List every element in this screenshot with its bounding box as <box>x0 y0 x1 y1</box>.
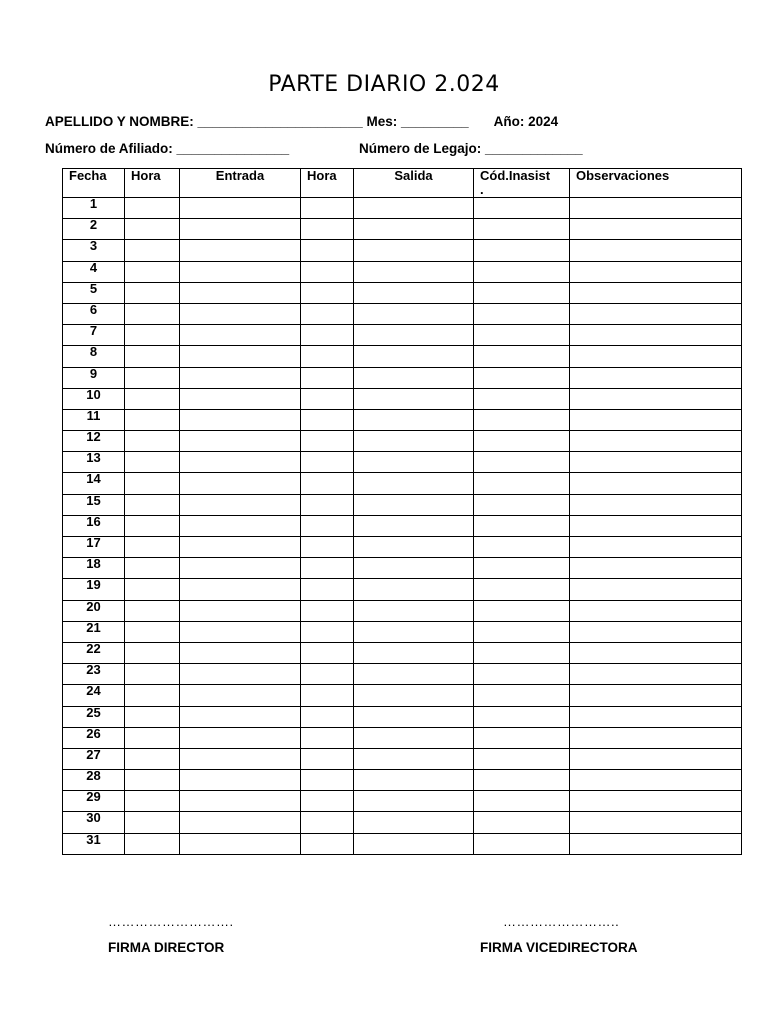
col-salida-cell[interactable] <box>354 431 474 452</box>
col-entrada-cell[interactable] <box>180 282 301 303</box>
col-salida-cell[interactable] <box>354 388 474 409</box>
col-salida-cell[interactable] <box>354 367 474 388</box>
col-cod-inasist-cell[interactable] <box>474 473 570 494</box>
col-hora-entrada-cell[interactable] <box>125 727 180 748</box>
col-observaciones-cell[interactable] <box>570 198 742 219</box>
col-cod-inasist-cell[interactable] <box>474 346 570 367</box>
col-hora-entrada-cell[interactable] <box>125 579 180 600</box>
col-entrada-cell[interactable] <box>180 515 301 536</box>
col-entrada-cell[interactable] <box>180 494 301 515</box>
col-hora-entrada-cell[interactable] <box>125 685 180 706</box>
col-hora-entrada-cell[interactable] <box>125 367 180 388</box>
col-salida-cell[interactable] <box>354 494 474 515</box>
col-salida-cell[interactable] <box>354 833 474 854</box>
col-salida-cell[interactable] <box>354 303 474 324</box>
col-cod-inasist-cell[interactable] <box>474 282 570 303</box>
col-observaciones-cell[interactable] <box>570 452 742 473</box>
col-observaciones-cell[interactable] <box>570 473 742 494</box>
table-row <box>63 303 742 324</box>
table-row <box>63 748 742 769</box>
col-observaciones-cell[interactable] <box>570 282 742 303</box>
col-cod-inasist-cell[interactable] <box>474 388 570 409</box>
mes-label: Mes: <box>366 114 398 129</box>
col-cod-inasist-header: Cód.Inasist . <box>474 169 570 198</box>
col-salida-cell[interactable] <box>354 579 474 600</box>
col-hora-entrada-cell[interactable] <box>125 198 180 219</box>
col-hora-entrada-cell[interactable] <box>125 642 180 663</box>
row-day-number: 16 <box>63 515 125 536</box>
table-body <box>63 198 742 855</box>
table-row <box>63 388 742 409</box>
col-hora-entrada-cell[interactable] <box>125 537 180 558</box>
col-salida-cell[interactable] <box>354 621 474 642</box>
col-hora-entrada-cell[interactable] <box>125 388 180 409</box>
col-entrada-cell[interactable] <box>180 452 301 473</box>
col-salida-cell[interactable] <box>354 558 474 579</box>
col-salida-cell[interactable] <box>354 706 474 727</box>
afiliado-blank[interactable]: _______________ <box>176 141 290 156</box>
anio-label: Año: 2024 <box>493 114 559 129</box>
col-hora-salida-cell[interactable] <box>301 346 354 367</box>
legajo-line <box>359 141 583 156</box>
row-day-number: 1 <box>63 198 125 219</box>
row-day-number: 30 <box>63 812 125 833</box>
row-day-number: 22 <box>63 642 125 663</box>
col-salida-cell[interactable] <box>354 282 474 303</box>
col-observaciones-cell[interactable] <box>570 409 742 430</box>
col-cod-inasist-cell[interactable] <box>474 303 570 324</box>
col-salida-cell[interactable] <box>354 219 474 240</box>
col-observaciones-cell[interactable] <box>570 706 742 727</box>
col-entrada-cell[interactable] <box>180 770 301 791</box>
col-hora-salida-cell[interactable] <box>301 706 354 727</box>
col-cod-inasist-cell[interactable] <box>474 240 570 261</box>
col-hora-salida-cell[interactable] <box>301 748 354 769</box>
col-hora-salida-cell[interactable] <box>301 198 354 219</box>
col-hora-salida-cell[interactable] <box>301 367 354 388</box>
col-salida-cell[interactable] <box>354 791 474 812</box>
col-cod-inasist-cell[interactable] <box>474 791 570 812</box>
col-salida-cell[interactable] <box>354 261 474 282</box>
col-entrada-cell[interactable] <box>180 409 301 430</box>
col-cod-inasist-cell[interactable] <box>474 558 570 579</box>
col-entrada-cell[interactable] <box>180 791 301 812</box>
table-row <box>63 558 742 579</box>
col-entrada-cell[interactable] <box>180 198 301 219</box>
col-hora-salida-cell[interactable] <box>301 664 354 685</box>
row-day-number: 25 <box>63 706 125 727</box>
col-hora-salida-cell[interactable] <box>301 727 354 748</box>
col-observaciones-cell[interactable] <box>570 367 742 388</box>
col-hora-entrada-cell[interactable] <box>125 325 180 346</box>
table-row <box>63 706 742 727</box>
table-row <box>63 642 742 663</box>
col-hora-salida-cell[interactable] <box>301 452 354 473</box>
col-hora-entrada-cell[interactable] <box>125 600 180 621</box>
col-cod-inasist-cell[interactable] <box>474 515 570 536</box>
col-cod-inasist-cell[interactable] <box>474 600 570 621</box>
name-month-year-line <box>45 114 558 129</box>
col-entrada-cell[interactable] <box>180 431 301 452</box>
table-row <box>63 409 742 430</box>
col-cod-inasist-cell[interactable] <box>474 409 570 430</box>
table-row <box>63 791 742 812</box>
row-day-number: 21 <box>63 621 125 642</box>
row-day-number: 6 <box>63 303 125 324</box>
col-observaciones-cell[interactable] <box>570 388 742 409</box>
col-salida-cell[interactable] <box>354 600 474 621</box>
table-row <box>63 282 742 303</box>
signature-line-vicedirectora: …………………….. <box>503 914 620 929</box>
table-row <box>63 219 742 240</box>
col-hora-entrada-cell[interactable] <box>125 409 180 430</box>
col-hora-entrada-cell[interactable] <box>125 452 180 473</box>
col-entrada-cell[interactable] <box>180 388 301 409</box>
col-observaciones-cell[interactable] <box>570 579 742 600</box>
table-row <box>63 515 742 536</box>
afiliado-line <box>45 141 289 156</box>
col-entrada-cell[interactable] <box>180 748 301 769</box>
legajo-label: Número de Legajo: <box>359 141 482 156</box>
col-hora-salida-cell[interactable] <box>301 325 354 346</box>
col-observaciones-cell[interactable] <box>570 240 742 261</box>
col-hora-entrada-cell[interactable] <box>125 473 180 494</box>
table-row <box>63 261 742 282</box>
col-hora-entrada-cell[interactable] <box>125 833 180 854</box>
col-cod-inasist-cell[interactable] <box>474 685 570 706</box>
col-observaciones-cell[interactable] <box>570 791 742 812</box>
col-hora-entrada-cell[interactable] <box>125 791 180 812</box>
row-day-number: 29 <box>63 791 125 812</box>
col-observaciones-cell[interactable] <box>570 685 742 706</box>
col-observaciones-cell[interactable] <box>570 431 742 452</box>
col-cod-inasist-cell[interactable] <box>474 621 570 642</box>
col-entrada-cell[interactable] <box>180 579 301 600</box>
col-cod-inasist-cell[interactable] <box>474 367 570 388</box>
col-entrada-cell[interactable] <box>180 240 301 261</box>
col-entrada-cell[interactable] <box>180 664 301 685</box>
table-row <box>63 346 742 367</box>
col-entrada-cell[interactable] <box>180 219 301 240</box>
col-hora-salida-cell[interactable] <box>301 473 354 494</box>
col-salida-cell[interactable] <box>354 198 474 219</box>
col-hora-salida-cell[interactable] <box>301 494 354 515</box>
col-cod-inasist-cell[interactable] <box>474 494 570 515</box>
col-observaciones-cell[interactable] <box>570 325 742 346</box>
col-hora-entrada-cell[interactable] <box>125 282 180 303</box>
col-hora-salida-cell[interactable] <box>301 431 354 452</box>
table-row <box>63 473 742 494</box>
row-day-number: 24 <box>63 685 125 706</box>
col-hora-entrada-cell[interactable] <box>125 431 180 452</box>
col-entrada-cell[interactable] <box>180 600 301 621</box>
table-row <box>63 812 742 833</box>
table-row <box>63 452 742 473</box>
page-title: PARTE DIARIO 2.024 <box>268 72 500 97</box>
attendance-table <box>62 168 742 855</box>
row-day-number: 31 <box>63 833 125 854</box>
col-cod-inasist-cell[interactable] <box>474 748 570 769</box>
col-salida-cell[interactable] <box>354 812 474 833</box>
col-hora-salida-header: Hora <box>301 169 354 198</box>
col-hora-entrada-cell[interactable] <box>125 770 180 791</box>
col-entrada-cell[interactable] <box>180 706 301 727</box>
col-observaciones-cell[interactable] <box>570 812 742 833</box>
row-day-number: 7 <box>63 325 125 346</box>
col-cod-inasist-cell[interactable] <box>474 198 570 219</box>
row-day-number: 8 <box>63 346 125 367</box>
col-observaciones-cell[interactable] <box>570 219 742 240</box>
table-row <box>63 537 742 558</box>
col-hora-salida-cell[interactable] <box>301 388 354 409</box>
row-day-number: 15 <box>63 494 125 515</box>
col-entrada-cell[interactable] <box>180 685 301 706</box>
col-observaciones-cell[interactable] <box>570 261 742 282</box>
col-entrada-cell[interactable] <box>180 642 301 663</box>
col-observaciones-cell[interactable] <box>570 515 742 536</box>
col-hora-salida-cell[interactable] <box>301 240 354 261</box>
table-row <box>63 494 742 515</box>
col-hora-salida-cell[interactable] <box>301 812 354 833</box>
col-hora-entrada-cell[interactable] <box>125 303 180 324</box>
mes-blank[interactable]: _________ <box>401 114 469 129</box>
col-hora-salida-cell[interactable] <box>301 409 354 430</box>
col-cod-inasist-cell[interactable] <box>474 812 570 833</box>
col-fecha-header: Fecha <box>63 169 125 198</box>
col-salida-cell[interactable] <box>354 685 474 706</box>
col-entrada-cell[interactable] <box>180 261 301 282</box>
col-entrada-header: Entrada <box>180 169 301 198</box>
row-day-number: 14 <box>63 473 125 494</box>
row-day-number: 27 <box>63 748 125 769</box>
col-hora-entrada-cell[interactable] <box>125 219 180 240</box>
table-row <box>63 240 742 261</box>
col-entrada-cell[interactable] <box>180 367 301 388</box>
row-day-number: 26 <box>63 727 125 748</box>
col-salida-cell[interactable] <box>354 664 474 685</box>
col-hora-salida-cell[interactable] <box>301 515 354 536</box>
firma-director-label: FIRMA DIRECTOR <box>108 940 225 955</box>
row-day-number: 19 <box>63 579 125 600</box>
row-day-number: 28 <box>63 770 125 791</box>
col-salida-cell[interactable] <box>354 727 474 748</box>
table-row <box>63 579 742 600</box>
row-day-number: 11 <box>63 409 125 430</box>
row-day-number: 23 <box>63 664 125 685</box>
row-day-number: 18 <box>63 558 125 579</box>
table-row <box>63 727 742 748</box>
row-day-number: 4 <box>63 261 125 282</box>
table-row <box>63 600 742 621</box>
col-entrada-cell[interactable] <box>180 473 301 494</box>
legajo-blank[interactable]: _____________ <box>485 141 583 156</box>
col-hora-salida-cell[interactable] <box>301 558 354 579</box>
col-observaciones-cell[interactable] <box>570 303 742 324</box>
col-entrada-cell[interactable] <box>180 558 301 579</box>
row-day-number: 17 <box>63 537 125 558</box>
col-cod-inasist-cell[interactable] <box>474 727 570 748</box>
col-cod-inasist-cell[interactable] <box>474 664 570 685</box>
col-salida-cell[interactable] <box>354 770 474 791</box>
col-cod-inasist-cell[interactable] <box>474 452 570 473</box>
col-observaciones-cell[interactable] <box>570 537 742 558</box>
row-day-number: 13 <box>63 452 125 473</box>
col-hora-entrada-cell[interactable] <box>125 706 180 727</box>
col-hora-salida-cell[interactable] <box>301 621 354 642</box>
col-cod-inasist-cell[interactable] <box>474 579 570 600</box>
col-hora-salida-cell[interactable] <box>301 219 354 240</box>
col-observaciones-cell[interactable] <box>570 748 742 769</box>
col-cod-inasist-cell[interactable] <box>474 537 570 558</box>
table-row <box>63 367 742 388</box>
col-observaciones-cell[interactable] <box>570 833 742 854</box>
col-observaciones-cell[interactable] <box>570 727 742 748</box>
col-observaciones-header: Observaciones <box>570 169 742 198</box>
col-salida-cell[interactable] <box>354 537 474 558</box>
col-hora-entrada-header: Hora <box>125 169 180 198</box>
col-hora-entrada-cell[interactable] <box>125 515 180 536</box>
col-hora-entrada-cell[interactable] <box>125 664 180 685</box>
col-entrada-cell[interactable] <box>180 346 301 367</box>
col-hora-salida-cell[interactable] <box>301 791 354 812</box>
col-observaciones-cell[interactable] <box>570 346 742 367</box>
col-salida-cell[interactable] <box>354 515 474 536</box>
col-salida-cell[interactable] <box>354 346 474 367</box>
col-salida-cell[interactable] <box>354 473 474 494</box>
col-observaciones-cell[interactable] <box>570 558 742 579</box>
row-day-number: 10 <box>63 388 125 409</box>
col-observaciones-cell[interactable] <box>570 621 742 642</box>
table-header-row <box>63 169 742 198</box>
col-entrada-cell[interactable] <box>180 325 301 346</box>
col-salida-cell[interactable] <box>354 409 474 430</box>
col-cod-inasist-cell[interactable] <box>474 219 570 240</box>
col-salida-cell[interactable] <box>354 642 474 663</box>
nombre-blank[interactable]: ______________________ <box>197 114 363 129</box>
col-cod-inasist-cell[interactable] <box>474 431 570 452</box>
col-salida-cell[interactable] <box>354 452 474 473</box>
table-row <box>63 431 742 452</box>
row-day-number: 20 <box>63 600 125 621</box>
table-row <box>63 664 742 685</box>
col-observaciones-cell[interactable] <box>570 664 742 685</box>
col-salida-header: Salida <box>354 169 474 198</box>
col-observaciones-cell[interactable] <box>570 770 742 791</box>
col-hora-salida-cell[interactable] <box>301 770 354 791</box>
col-observaciones-cell[interactable] <box>570 642 742 663</box>
col-hora-entrada-cell[interactable] <box>125 261 180 282</box>
row-day-number: 12 <box>63 431 125 452</box>
col-hora-entrada-cell[interactable] <box>125 558 180 579</box>
col-cod-inasist-cell[interactable] <box>474 325 570 346</box>
table-row <box>63 198 742 219</box>
table-row <box>63 621 742 642</box>
col-hora-entrada-cell[interactable] <box>125 494 180 515</box>
col-hora-salida-cell[interactable] <box>301 282 354 303</box>
table-row <box>63 770 742 791</box>
col-salida-cell[interactable] <box>354 240 474 261</box>
row-day-number: 9 <box>63 367 125 388</box>
col-cod-inasist-cell[interactable] <box>474 706 570 727</box>
col-hora-salida-cell[interactable] <box>301 537 354 558</box>
col-entrada-cell[interactable] <box>180 812 301 833</box>
nombre-label: APELLIDO Y NOMBRE: <box>45 114 194 129</box>
col-cod-inasist-cell[interactable] <box>474 770 570 791</box>
table-row <box>63 685 742 706</box>
col-hora-salida-cell[interactable] <box>301 303 354 324</box>
col-hora-salida-cell[interactable] <box>301 261 354 282</box>
col-hora-entrada-cell[interactable] <box>125 621 180 642</box>
col-cod-inasist-cell[interactable] <box>474 642 570 663</box>
firma-vicedirectora-label: FIRMA VICEDIRECTORA <box>480 940 638 955</box>
col-hora-entrada-cell[interactable] <box>125 240 180 261</box>
col-hora-salida-cell[interactable] <box>301 833 354 854</box>
col-hora-salida-cell[interactable] <box>301 642 354 663</box>
col-observaciones-cell[interactable] <box>570 600 742 621</box>
row-day-number: 3 <box>63 240 125 261</box>
col-hora-salida-cell[interactable] <box>301 600 354 621</box>
col-salida-cell[interactable] <box>354 748 474 769</box>
col-entrada-cell[interactable] <box>180 537 301 558</box>
table-row <box>63 325 742 346</box>
col-hora-entrada-cell[interactable] <box>125 346 180 367</box>
col-hora-entrada-cell[interactable] <box>125 748 180 769</box>
col-hora-entrada-cell[interactable] <box>125 812 180 833</box>
col-entrada-cell[interactable] <box>180 833 301 854</box>
col-salida-cell[interactable] <box>354 325 474 346</box>
col-entrada-cell[interactable] <box>180 303 301 324</box>
col-cod-inasist-cell[interactable] <box>474 833 570 854</box>
row-day-number: 2 <box>63 219 125 240</box>
row-day-number: 5 <box>63 282 125 303</box>
col-observaciones-cell[interactable] <box>570 494 742 515</box>
col-cod-inasist-cell[interactable] <box>474 261 570 282</box>
col-hora-salida-cell[interactable] <box>301 685 354 706</box>
col-hora-salida-cell[interactable] <box>301 579 354 600</box>
col-entrada-cell[interactable] <box>180 727 301 748</box>
signature-line-director: ………………………. <box>108 914 234 929</box>
table-row <box>63 833 742 854</box>
col-entrada-cell[interactable] <box>180 621 301 642</box>
afiliado-label: Número de Afiliado: <box>45 141 173 156</box>
